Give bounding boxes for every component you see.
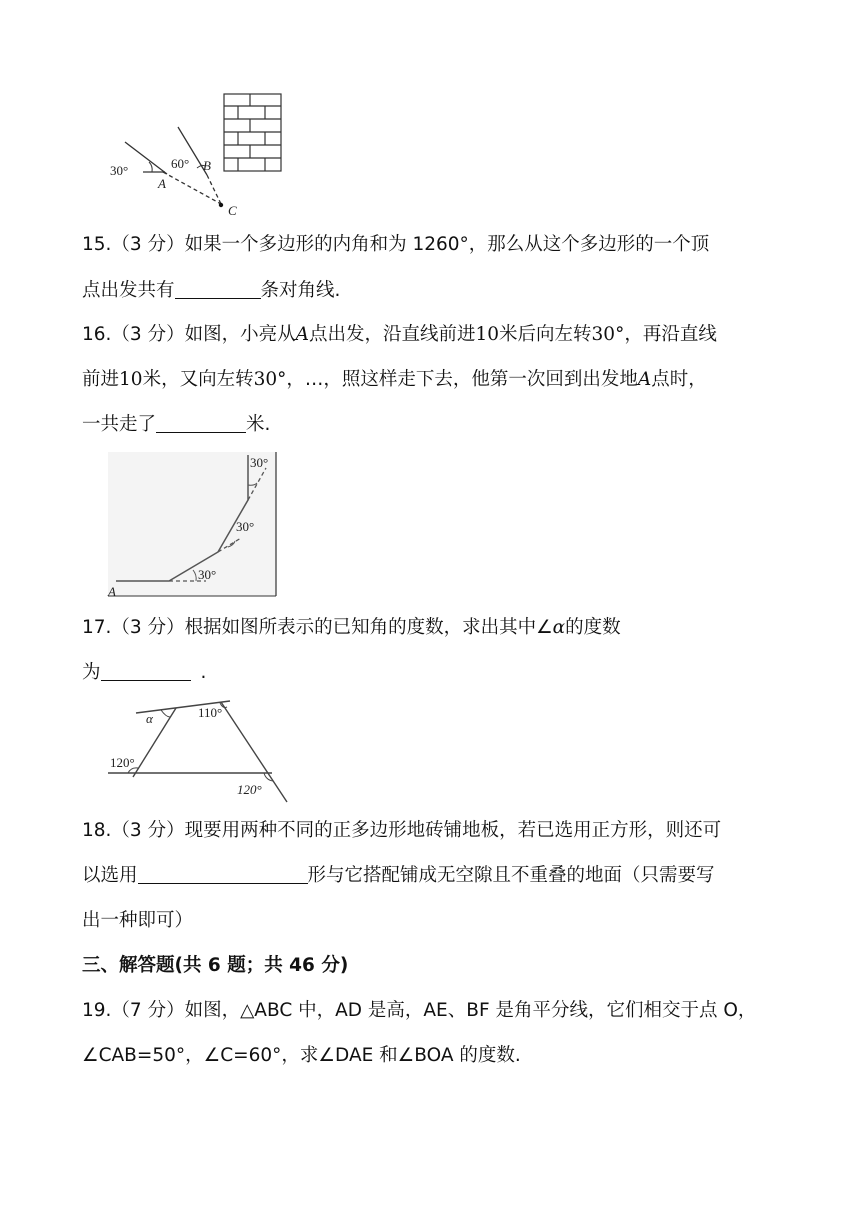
dash-line-a: [163, 172, 221, 204]
q16-var-a: A: [295, 324, 309, 345]
q17-answer-blank[interactable]: [101, 660, 191, 681]
q17-text-2b: .: [200, 662, 207, 683]
q19-text-1: 19.（7 分）如图，△ABC 中，AD 是高，AE、BF 是角平分线，它们相交于点 O，: [82, 1000, 757, 1021]
q17-text-1a: 17.（3 分）根据如图所表示的已知角的度数，求出其中: [82, 617, 537, 638]
label-alpha: α: [146, 711, 153, 726]
q16-text-1b: 点出发，沿直线前进: [308, 324, 476, 345]
q18-answer-blank[interactable]: [138, 863, 308, 884]
q17-angle-symbol: ∠: [536, 617, 553, 638]
q16-deg-30-b: 30°: [253, 369, 287, 390]
q18-line-3: [82, 908, 193, 934]
section-heading: [82, 953, 348, 979]
q19-line-1: [82, 998, 756, 1024]
q15-text-2a: 点出发共有: [82, 280, 175, 301]
label-30: 30°: [110, 163, 129, 178]
q17-line-2: [82, 660, 206, 686]
q16-text-1c: 米后向左转: [499, 324, 592, 345]
q18-line-1: [82, 818, 721, 844]
label-c: C: [228, 203, 237, 218]
q16-deg-30: 30°: [591, 324, 625, 345]
label-110: 110°: [198, 705, 223, 720]
q18-line-2: [82, 863, 715, 889]
left-edge: [133, 708, 176, 777]
q16-num-10-b: 10: [119, 369, 143, 390]
q18-text-1: 18.（3 分）现要用两种不同的正多边形地砖铺地板，若已选用正方形，则还可: [82, 820, 722, 841]
label-30-mid: 30°: [236, 519, 255, 534]
point-c: [219, 203, 223, 207]
q18-text-2a: 以选用: [82, 865, 138, 886]
q16-var-a-b: A: [637, 369, 652, 390]
q15-text-2b: 条对角线.: [260, 280, 341, 301]
label-a: A: [158, 176, 166, 191]
q17-text-1b: 的度数: [565, 617, 621, 638]
q15-text-1: 15.（3 分）如果一个多边形的内角和为 1260°，那么从这个多边形的一个顶: [82, 234, 710, 255]
q16-text-2c: ，…，照这样走下去，他第一次回到出发地: [286, 369, 638, 390]
brick-wall: [224, 94, 281, 171]
q16-text-1a: 16.（3 分）如图，小亮从: [82, 324, 296, 345]
label-30-bottom: 30°: [198, 567, 217, 582]
q16-line-3: [82, 412, 270, 438]
q16-text-1d: ，再沿直线: [624, 324, 717, 345]
q19-text-2: ∠CAB=50°，∠C=60°，求∠DAE 和∠BOA 的度数.: [82, 1045, 521, 1066]
figure-q14: [105, 90, 295, 220]
label-a: A: [108, 584, 116, 599]
section-heading-text: 三、解答题(共 6 题；共 46 分): [82, 955, 349, 976]
label-120-right: 120°: [237, 782, 262, 797]
label-b: B: [203, 158, 211, 173]
q18-text-3: 出一种即可）: [82, 910, 194, 931]
q18-text-2b: 形与它搭配铺成无空隙且不重叠的地面（只需要写: [307, 865, 715, 886]
q17-line-1: [82, 615, 621, 641]
figure-q17: [106, 695, 296, 805]
q19-line-2: [82, 1043, 521, 1069]
label-120-left: 120°: [110, 755, 135, 770]
label-30-top: 30°: [250, 455, 269, 470]
q16-text-2d: 点时，: [651, 369, 707, 390]
q15-line-2: [82, 278, 340, 304]
q16-line-2: [82, 367, 707, 393]
label-60: 60°: [171, 156, 190, 171]
q16-line-1: [82, 322, 717, 348]
q16-answer-blank[interactable]: [156, 412, 246, 433]
q16-text-3a: 一共走了: [82, 414, 157, 435]
q15-line-1: [82, 232, 709, 258]
q17-text-2a: 为: [82, 662, 101, 683]
q17-alpha: α: [552, 617, 566, 638]
q16-text-2a: 前进: [82, 369, 120, 390]
figure-q16: [106, 450, 278, 598]
path-line-1: [125, 142, 167, 174]
q16-text-2b: 米，又向左转: [142, 369, 254, 390]
q15-answer-blank[interactable]: [175, 278, 261, 299]
q16-num-10: 10: [475, 324, 500, 345]
q16-text-3b: 米.: [246, 414, 271, 435]
